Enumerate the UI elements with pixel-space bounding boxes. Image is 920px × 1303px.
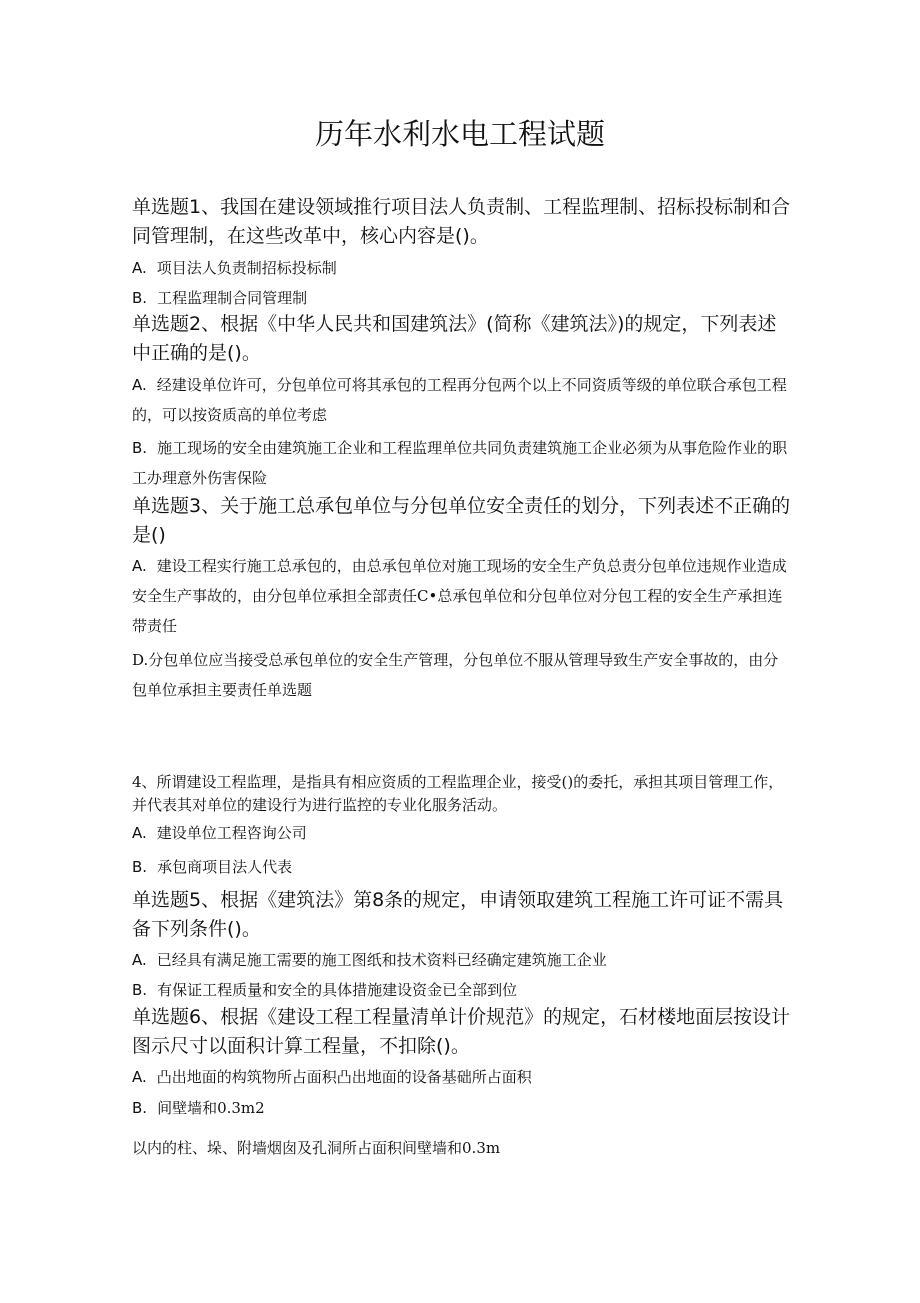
option-text: 施工现场的安全由建筑施工企业和工程监理单位共同负责建筑施工企业必须为从事危险作业的职工办理意外伤害保险 — [132, 439, 788, 487]
question-6-option-b — [132, 1093, 792, 1123]
question-1-option-b — [132, 283, 792, 313]
question-2-option-a — [132, 370, 792, 430]
option-text: 经建设单位许可，分包单位可将其承包的工程再分包两个以上不同资质等级的单位联合承包工程的，可以按资质高的单位考虑 — [132, 376, 787, 424]
option-mark: A. — [132, 557, 147, 575]
question-1-stem: 单选题1、我国在建设领域推行项目法人负责制、工程监理制、招标投标制和合同管理制，在这些改革中，核心内容是()。 — [132, 196, 791, 247]
option-text: 有保证工程质量和安全的具体措施建设资金已全部到位 — [157, 981, 518, 999]
option-mark: A. — [132, 259, 147, 277]
document-title: 历年水利水电工程试题 — [314, 117, 605, 151]
option-text: 凸出地面的构筑物所占面积凸出地面的设备基础所占面积 — [156, 1068, 532, 1086]
question-4-option-b — [132, 852, 792, 882]
question-6-continuation: 以内的柱、垛、附墙烟囱及孔洞所占面积间壁墙和0.3m — [132, 1139, 501, 1157]
option-text: 建设工程实行施工总承包的，由总承包单位对施工现场的安全生产负总责分包单位违规作业造成安全生产事故的，由分包单位承担全部责任C•总承包单位和分包单位对分包工程的安全生产承担连带责任 — [132, 557, 787, 635]
question-6-stem: 单选题6、根据《建设工程工程量清单计价规范》的规定，石材楼地面层按设计图示尺寸以面积计算工程量，不扣除()。 — [132, 1006, 791, 1057]
question-4-option-a — [132, 818, 792, 848]
question-5-option-b — [132, 975, 792, 1005]
question-3-stem: 单选题3、关于施工总承包单位与分包单位安全责任的划分，下列表述不正确的是() — [132, 495, 791, 546]
option-mark: B. — [132, 289, 148, 307]
option-text: 项目法人负责制招标投标制 — [156, 259, 337, 277]
question-2-option-b — [132, 433, 792, 493]
option-mark: A. — [132, 951, 147, 969]
question-6-option-a — [132, 1062, 792, 1092]
option-text: D.分包单位应当接受总承包单位的安全生产管理，分包单位不服从管理导致生产安全事故的，由分包单位承担主要责任单选题 — [132, 651, 779, 699]
question-5-option-a — [132, 945, 792, 975]
question-1-option-a — [132, 253, 792, 283]
option-mark: A. — [132, 1068, 147, 1086]
option-mark: B. — [132, 439, 148, 457]
option-mark: A. — [132, 376, 147, 394]
option-text: 承包商项目法人代表 — [157, 858, 293, 876]
option-text: 工程监理制合同管理制 — [157, 289, 308, 307]
option-mark: B. — [132, 1099, 148, 1117]
option-text: 已经具有满足施工需要的施工图纸和技术资料已经确定建筑施工企业 — [156, 951, 607, 969]
option-mark: B. — [132, 858, 148, 876]
question-5-stem: 单选题5、根据《建筑法》第8条的规定，申请领取建筑工程施工许可证不需具备下列条件()。 — [132, 889, 784, 940]
option-mark: B. — [132, 981, 148, 999]
question-3-option-d — [132, 645, 792, 705]
question-4-stem: 4、所谓建设工程监理，是指具有相应资质的工程监理企业，接受()的委托，承担其项目管理工作，并代表其对单位的建设行为进行监控的专业化服务活动。 — [132, 773, 784, 814]
option-text: 建设单位工程咨询公司 — [156, 824, 307, 842]
option-mark: A. — [132, 824, 147, 842]
question-2-stem: 单选题2、根据《中华人民共和国建筑法》(简称《建筑法》)的规定，下列表述中正确的是()。 — [132, 313, 777, 364]
question-3-option-a — [132, 551, 792, 641]
option-text: 间壁墙和0.3m2 — [157, 1099, 265, 1117]
